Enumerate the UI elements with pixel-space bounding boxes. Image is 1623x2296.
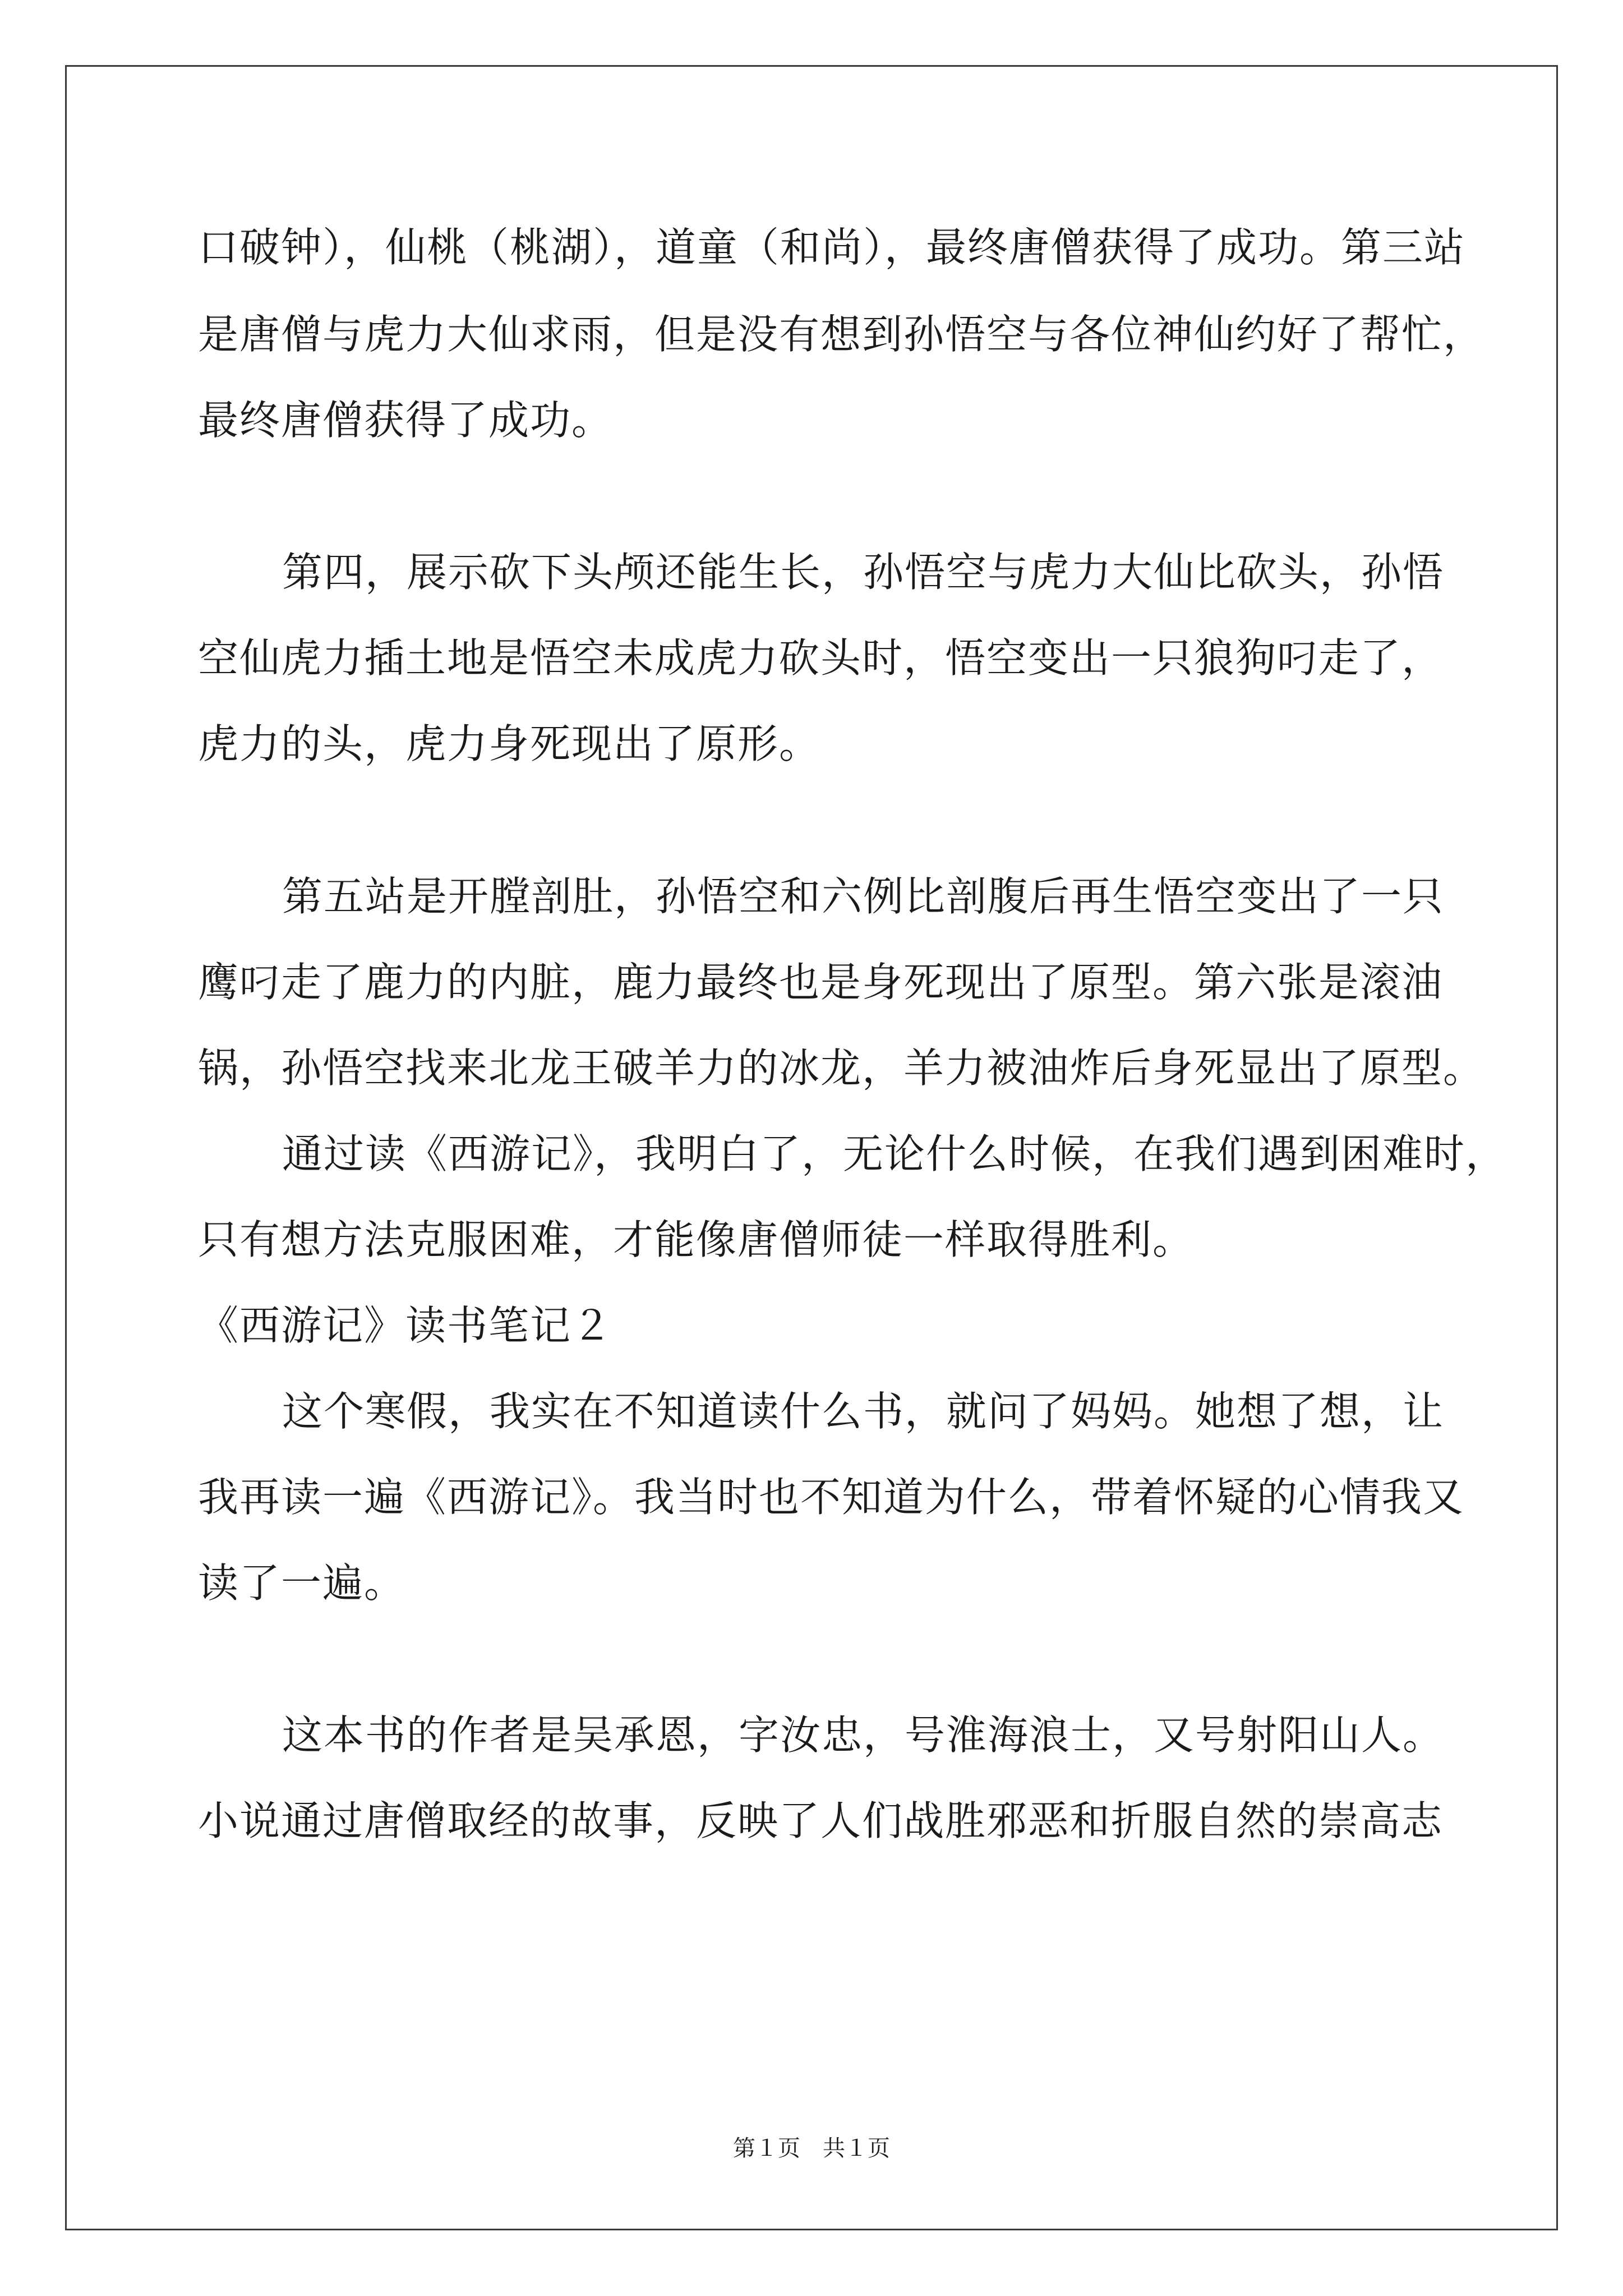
text-line: 第五站是开膛剖肚，孙悟空和六例比剖腹后再生悟空变出了一只	[282, 873, 1445, 920]
text-line: 口破钟），仙桃（桃湖），道童（和尚），最终唐僧获得了成功。第三站	[198, 224, 1466, 271]
text-line: 我再读一遍《西游记》。我当时也不知道为什么，带着怀疑的心情我又	[198, 1474, 1465, 1521]
text-line: 鹰叼走了鹿力的内脏，鹿力最终也是身死现出了原型。第六张是滚油	[198, 959, 1444, 1006]
text-line: 通过读《西游记》，我明白了，无论什么时候，在我们遇到困难时，	[282, 1130, 1507, 1177]
text-line: 小说通过唐僧取经的故事，反映了人们战胜邪恶和折服自然的崇高志	[198, 1797, 1444, 1844]
text-line: 虎力的头，虎力身死现出了原形。	[198, 720, 821, 767]
text-line: 空仙虎力插土地是悟空未成虎力砍头时，悟空变出一只狼狗叼走了，	[198, 634, 1444, 682]
text-line: 这个寒假，我实在不知道读什么书，就问了妈妈。她想了想，让	[282, 1388, 1445, 1435]
text-line: 只有想方法克服困难，才能像唐僧师徒一样取得胜利。	[198, 1216, 1195, 1263]
text-line: 最终唐僧获得了成功。	[198, 397, 614, 444]
text-line: 是唐僧与虎力大仙求雨，但是没有想到孙悟空与各位神仙约好了帮忙，	[198, 311, 1485, 358]
text-line: 读了一遍。	[198, 1559, 406, 1607]
text-line: 这本书的作者是吴承恩，字汝忠，号淮海浪士，又号射阳山人。	[282, 1711, 1445, 1759]
text-line: 锅，孙悟空找来北龙王破羊力的冰龙，羊力被油炸后身死显出了原型。	[198, 1045, 1485, 1092]
section-heading: 《西游记》读书笔记２	[198, 1302, 614, 1349]
text-line: 第四，展示砍下头颅还能生长，孙悟空与虎力大仙比砍头，孙悟	[282, 549, 1445, 596]
page-number-footer: 第１页 共１页	[733, 2136, 890, 2161]
